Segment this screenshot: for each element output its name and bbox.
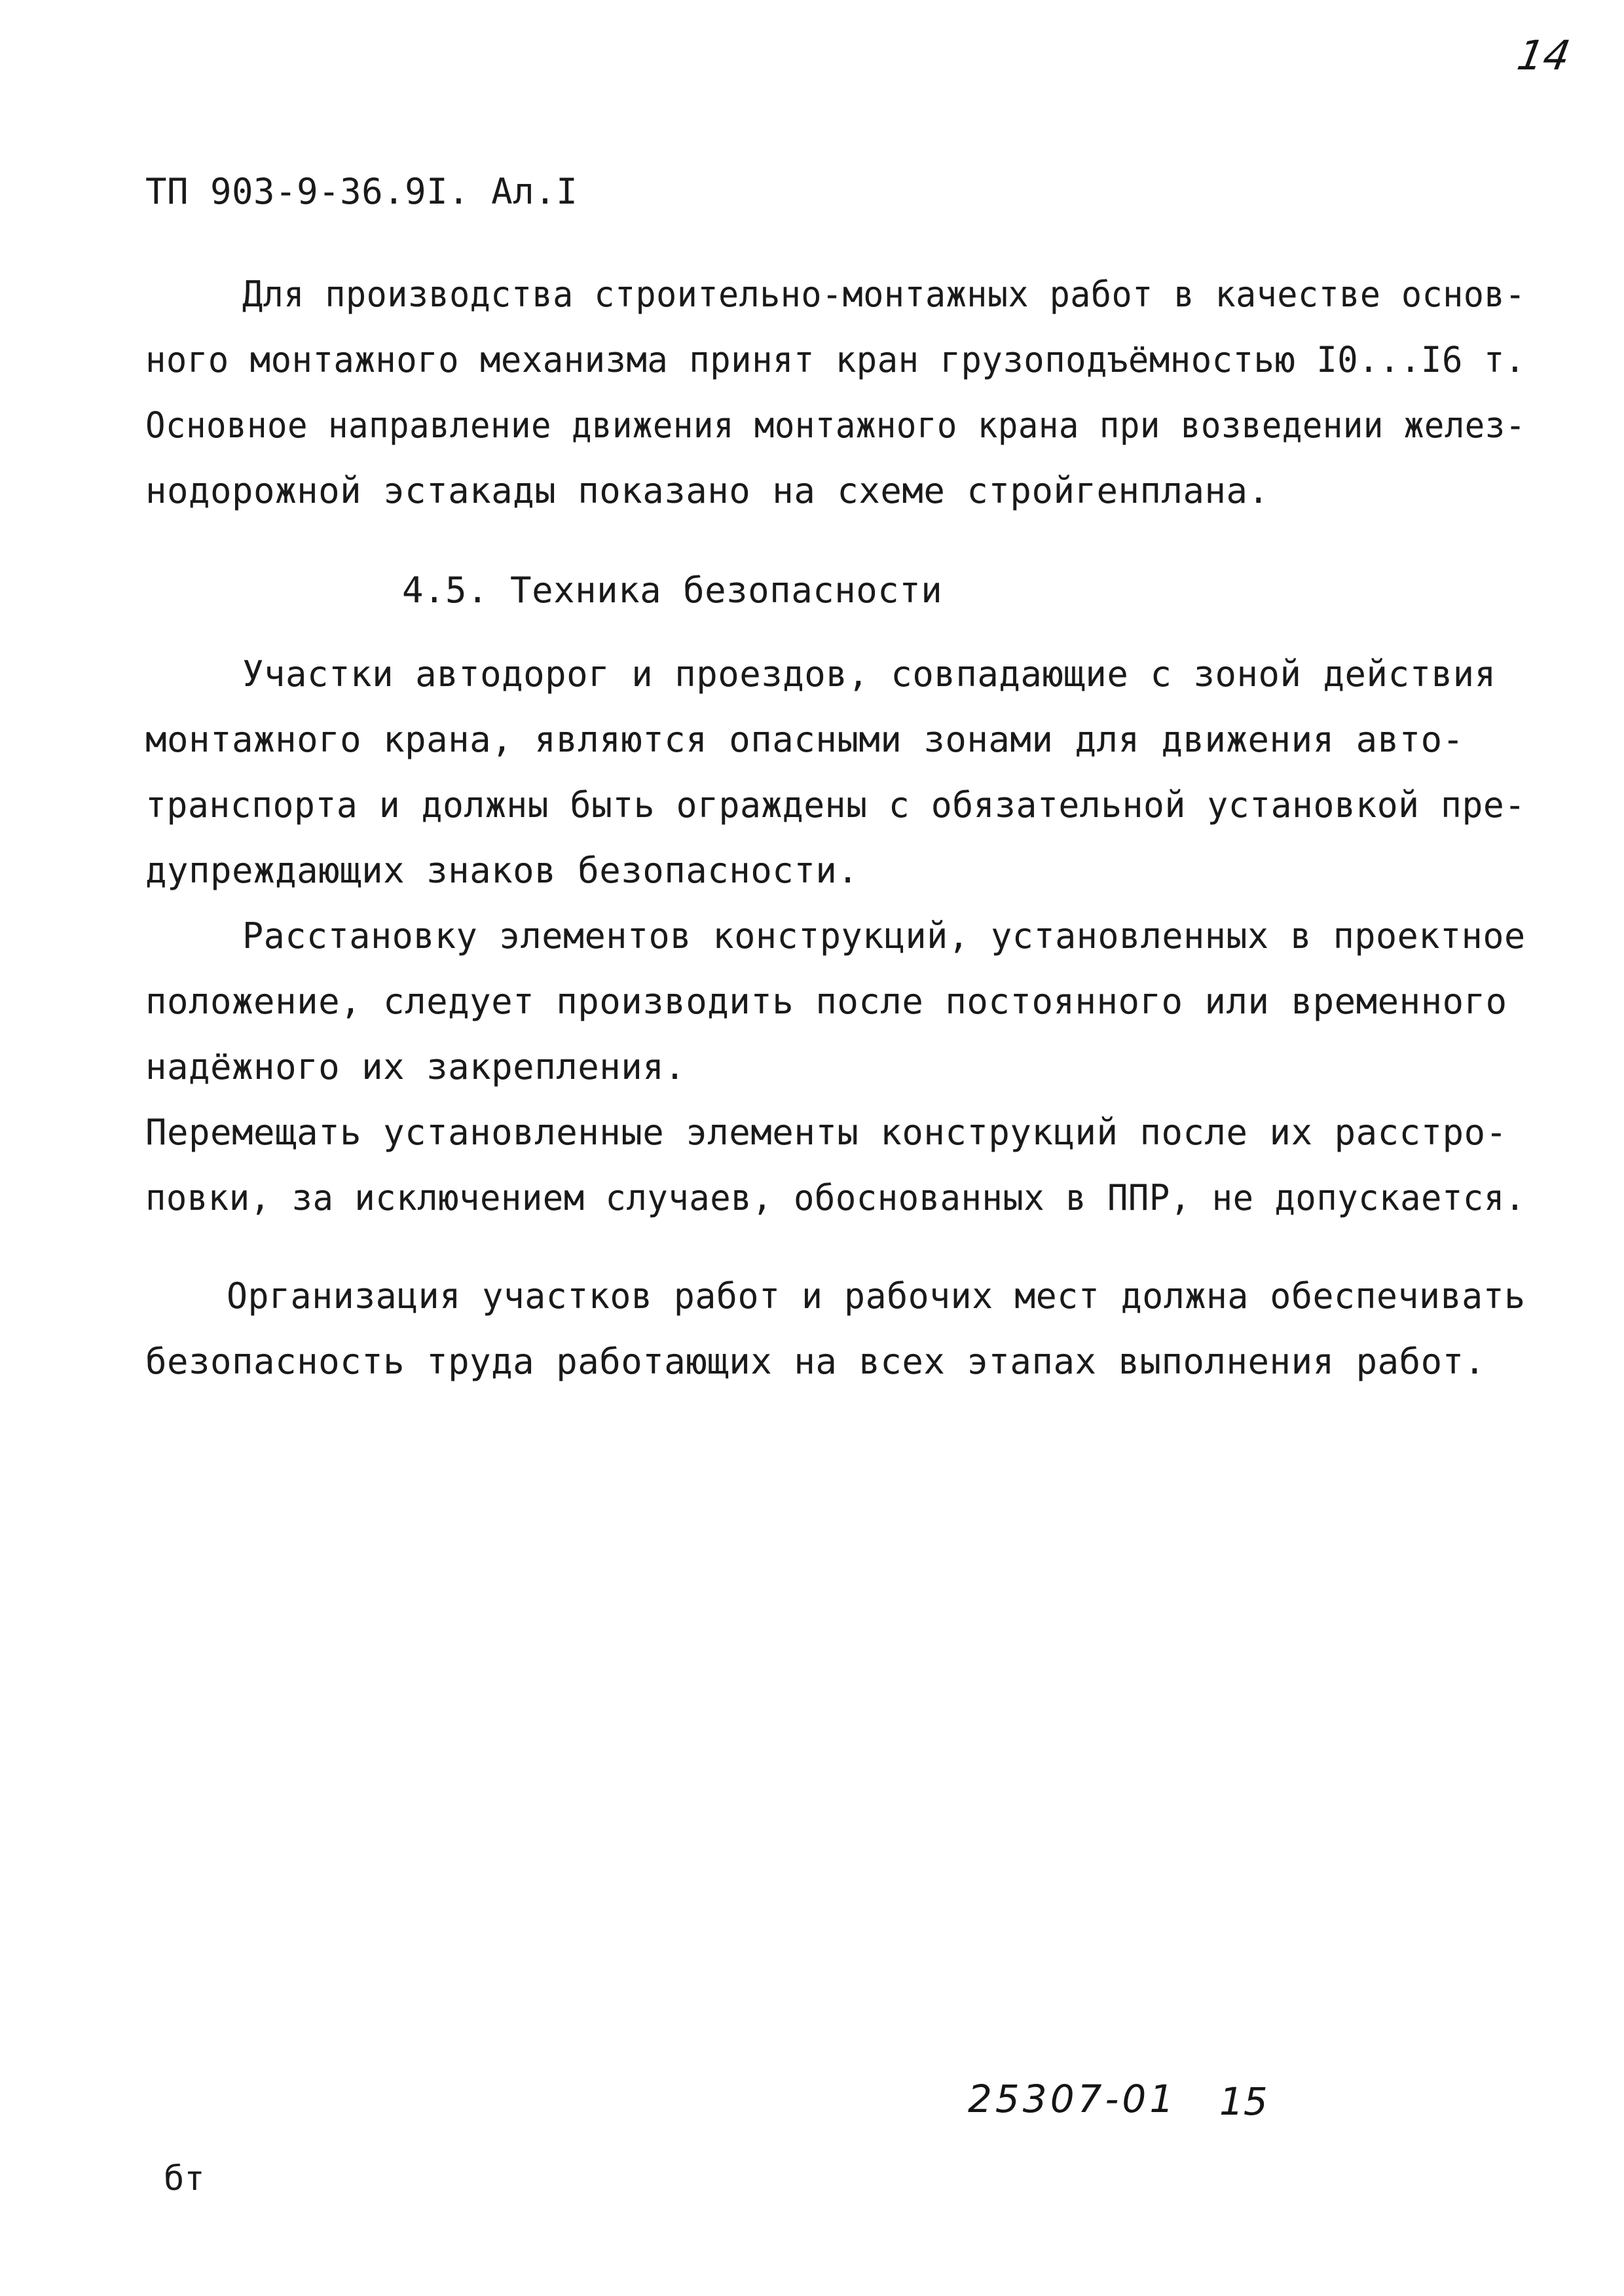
text-line: ного монтажного механизма принят кран грузоподъёмностью I0...I6 т. xyxy=(145,339,1526,380)
text-line: Расстановку элементов конструкций, установленных в проектное xyxy=(242,915,1526,957)
section-heading: 4.5. Техника безопасности xyxy=(402,570,943,611)
sheet-number: 15 xyxy=(1219,2079,1268,2124)
text-line: Перемещать установленные элементы конструкций после их расстро- xyxy=(145,1112,1507,1153)
format-mark: бт xyxy=(164,2159,205,2198)
text-line: монтажного крана, являются опасными зонами для движения авто- xyxy=(145,719,1464,760)
page-number: 14 xyxy=(1513,31,1574,79)
text-line: нодорожной эстакады показано на схеме стройгенплана. xyxy=(145,470,1270,511)
archive-code: 25307-01 xyxy=(968,2077,1177,2121)
text-line: повки, за исключением случаев, обоснованных в ППР, не допускается. xyxy=(145,1177,1526,1218)
text-line: дупреждающих знаков безопасности. xyxy=(145,850,859,891)
text-line: Основное направление движения монтажного крана при возведении желез- xyxy=(145,405,1526,446)
text-line: безопасность труда работающих на всех этапах выполнения работ. xyxy=(145,1341,1486,1382)
text-line: Участки автодорог и проездов, совпадающие с зоной действия xyxy=(242,653,1496,695)
document-code: ТП 903-9-36.9I. Ал.I xyxy=(145,171,578,212)
text-line: Для производства строительно-монтажных работ в качестве основ- xyxy=(242,274,1526,315)
text-line: надёжного их закрепления. xyxy=(145,1046,686,1087)
text-line: транспорта и должны быть ограждены с обязательной установкой пре- xyxy=(145,784,1526,826)
text-line: положение, следует производить после постоянного или временного xyxy=(145,981,1507,1022)
text-line: Организация участков работ и рабочих мест должна обеспечивать xyxy=(227,1275,1526,1317)
